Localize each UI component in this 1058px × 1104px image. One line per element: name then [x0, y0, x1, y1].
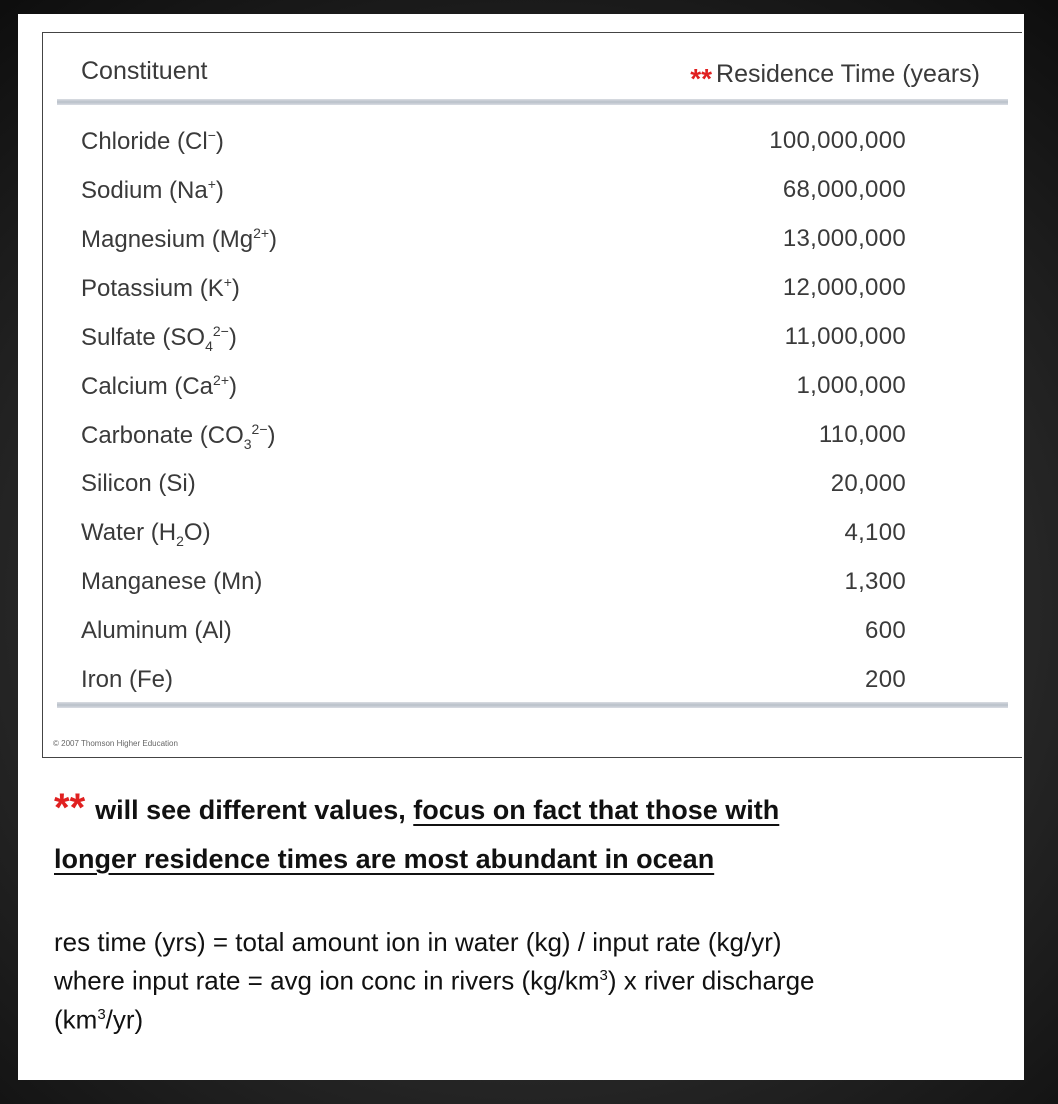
- residence-time-value: 12,000,000: [782, 274, 906, 301]
- table-row: [43, 411, 1022, 460]
- constituent-superscript: +: [223, 274, 232, 290]
- asterisk-marker: **: [690, 63, 713, 94]
- table-row: [43, 264, 1022, 313]
- constituent-name-close: ): [269, 226, 278, 253]
- formula-line-1: res time (yrs) = total amount ion in water (kg) / input rate (kg/yr): [54, 927, 782, 957]
- constituent-name-close: O): [183, 519, 211, 546]
- note-text-underlined-1: focus on fact that those with: [413, 795, 780, 825]
- table-row: [43, 215, 1022, 264]
- constituent-name: [81, 470, 196, 498]
- table-row: [43, 313, 1022, 362]
- note-line-2: [54, 837, 994, 886]
- constituent-name-main: Chloride (Cl: [81, 128, 208, 155]
- note-asterisk-marker: **: [54, 786, 86, 830]
- constituent-superscript: −: [207, 127, 216, 143]
- residence-time-value: 600: [865, 617, 906, 644]
- residence-time-value: 1,000,000: [796, 372, 906, 399]
- constituent-name: [81, 568, 262, 596]
- table-row: [43, 656, 1022, 705]
- header-divider: [57, 99, 1008, 105]
- footer-divider: [57, 702, 1008, 708]
- table-header: [43, 33, 1022, 105]
- note-text-plain: will see different values,: [95, 795, 414, 825]
- constituent-name-main: Iron (Fe): [81, 666, 174, 693]
- constituent-name-main: Carbonate (CO: [81, 422, 244, 449]
- constituent-name: [81, 127, 224, 156]
- constituent-name-main: Sulfate (SO: [81, 324, 206, 351]
- constituent-subscript: 4: [205, 337, 213, 354]
- constituent-name-main: Silicon (Si): [81, 470, 196, 497]
- constituent-name-main: Manganese (Mn): [81, 568, 263, 595]
- constituent-superscript: +: [207, 176, 216, 192]
- table-row: [43, 460, 1022, 509]
- constituent-name-close: ): [228, 324, 237, 351]
- constituent-name-close: ): [229, 373, 237, 400]
- constituent-name-main: Water (H: [81, 519, 177, 546]
- constituent-name-close: ): [215, 128, 224, 155]
- formula-line-3-b: /yr): [105, 1004, 144, 1035]
- constituent-name-main: Aluminum (Al): [81, 617, 232, 644]
- formula-block: [54, 926, 1004, 1036]
- residence-time-value: 4,100: [844, 519, 906, 546]
- constituent-superscript: 2+: [213, 372, 229, 388]
- constituent-name-close: ): [267, 422, 276, 449]
- constituent-superscript: 2+: [253, 225, 270, 241]
- residence-time-value: 100,000,000: [769, 127, 906, 154]
- residence-time-value: 110,000: [818, 421, 906, 448]
- constituent-name: [81, 274, 240, 303]
- formula-line-3-sup: 3: [97, 1005, 106, 1023]
- column-header-residence-time: [690, 57, 980, 94]
- residence-time-value: 68,000,000: [782, 176, 906, 203]
- constituent-name: [81, 372, 237, 401]
- constituent-name-main: Potassium (K: [81, 275, 224, 302]
- column-header-residence-label: Residence Time (years): [716, 60, 980, 88]
- copyright-notice: © 2007 Thomson Higher Education: [53, 739, 178, 748]
- constituent-name: [81, 225, 277, 254]
- residence-time-value: 1,300: [844, 568, 906, 595]
- constituent-name-main: Sodium (Na: [81, 177, 208, 204]
- residence-time-value: 200: [865, 666, 906, 693]
- table-row: [43, 117, 1022, 166]
- constituent-superscript: 2−: [212, 323, 229, 339]
- constituent-superscript: 2−: [251, 421, 268, 437]
- residence-time-value: 11,000,000: [784, 323, 906, 350]
- table-body: [43, 117, 1022, 705]
- constituent-subscript: 3: [243, 435, 252, 452]
- formula-line-2-sup: 3: [599, 967, 608, 984]
- table-row: [43, 362, 1022, 411]
- constituent-name: [81, 323, 237, 354]
- note-line-1: [54, 784, 994, 837]
- note-text-underlined-2: longer residence times are most abundant in ocean: [54, 844, 715, 874]
- constituent-name: [81, 421, 276, 452]
- residence-time-value: 13,000,000: [782, 225, 906, 252]
- constituent-name-main: Magnesium (Mg: [81, 226, 254, 253]
- constituent-name: [81, 617, 232, 645]
- table-row: [43, 558, 1022, 607]
- table-row: [43, 607, 1022, 656]
- constituent-name: [81, 666, 173, 694]
- formula-line-2: [54, 959, 1004, 998]
- column-header-constituent: Constituent: [81, 57, 208, 85]
- formula-line-3-a: (km: [54, 1004, 98, 1035]
- formula-line-2-b: ) x river discharge: [607, 965, 815, 996]
- table-row: [43, 166, 1022, 215]
- constituent-name-close: ): [231, 275, 240, 302]
- residence-time-table: [42, 32, 1022, 758]
- note-block: [54, 784, 994, 886]
- formula-line-3: [54, 998, 1004, 1037]
- constituent-name-close: ): [215, 177, 224, 204]
- constituent-subscript: 2: [176, 532, 184, 549]
- residence-time-value: 20,000: [830, 470, 906, 497]
- formula-line-2-a: where input rate = avg ion conc in rivers (kg/km: [54, 965, 600, 996]
- constituent-name: [81, 176, 224, 205]
- slide-card: [18, 14, 1024, 1080]
- table-row: [43, 509, 1022, 558]
- constituent-name-main: Calcium (Ca: [81, 373, 214, 400]
- constituent-name: [81, 519, 211, 549]
